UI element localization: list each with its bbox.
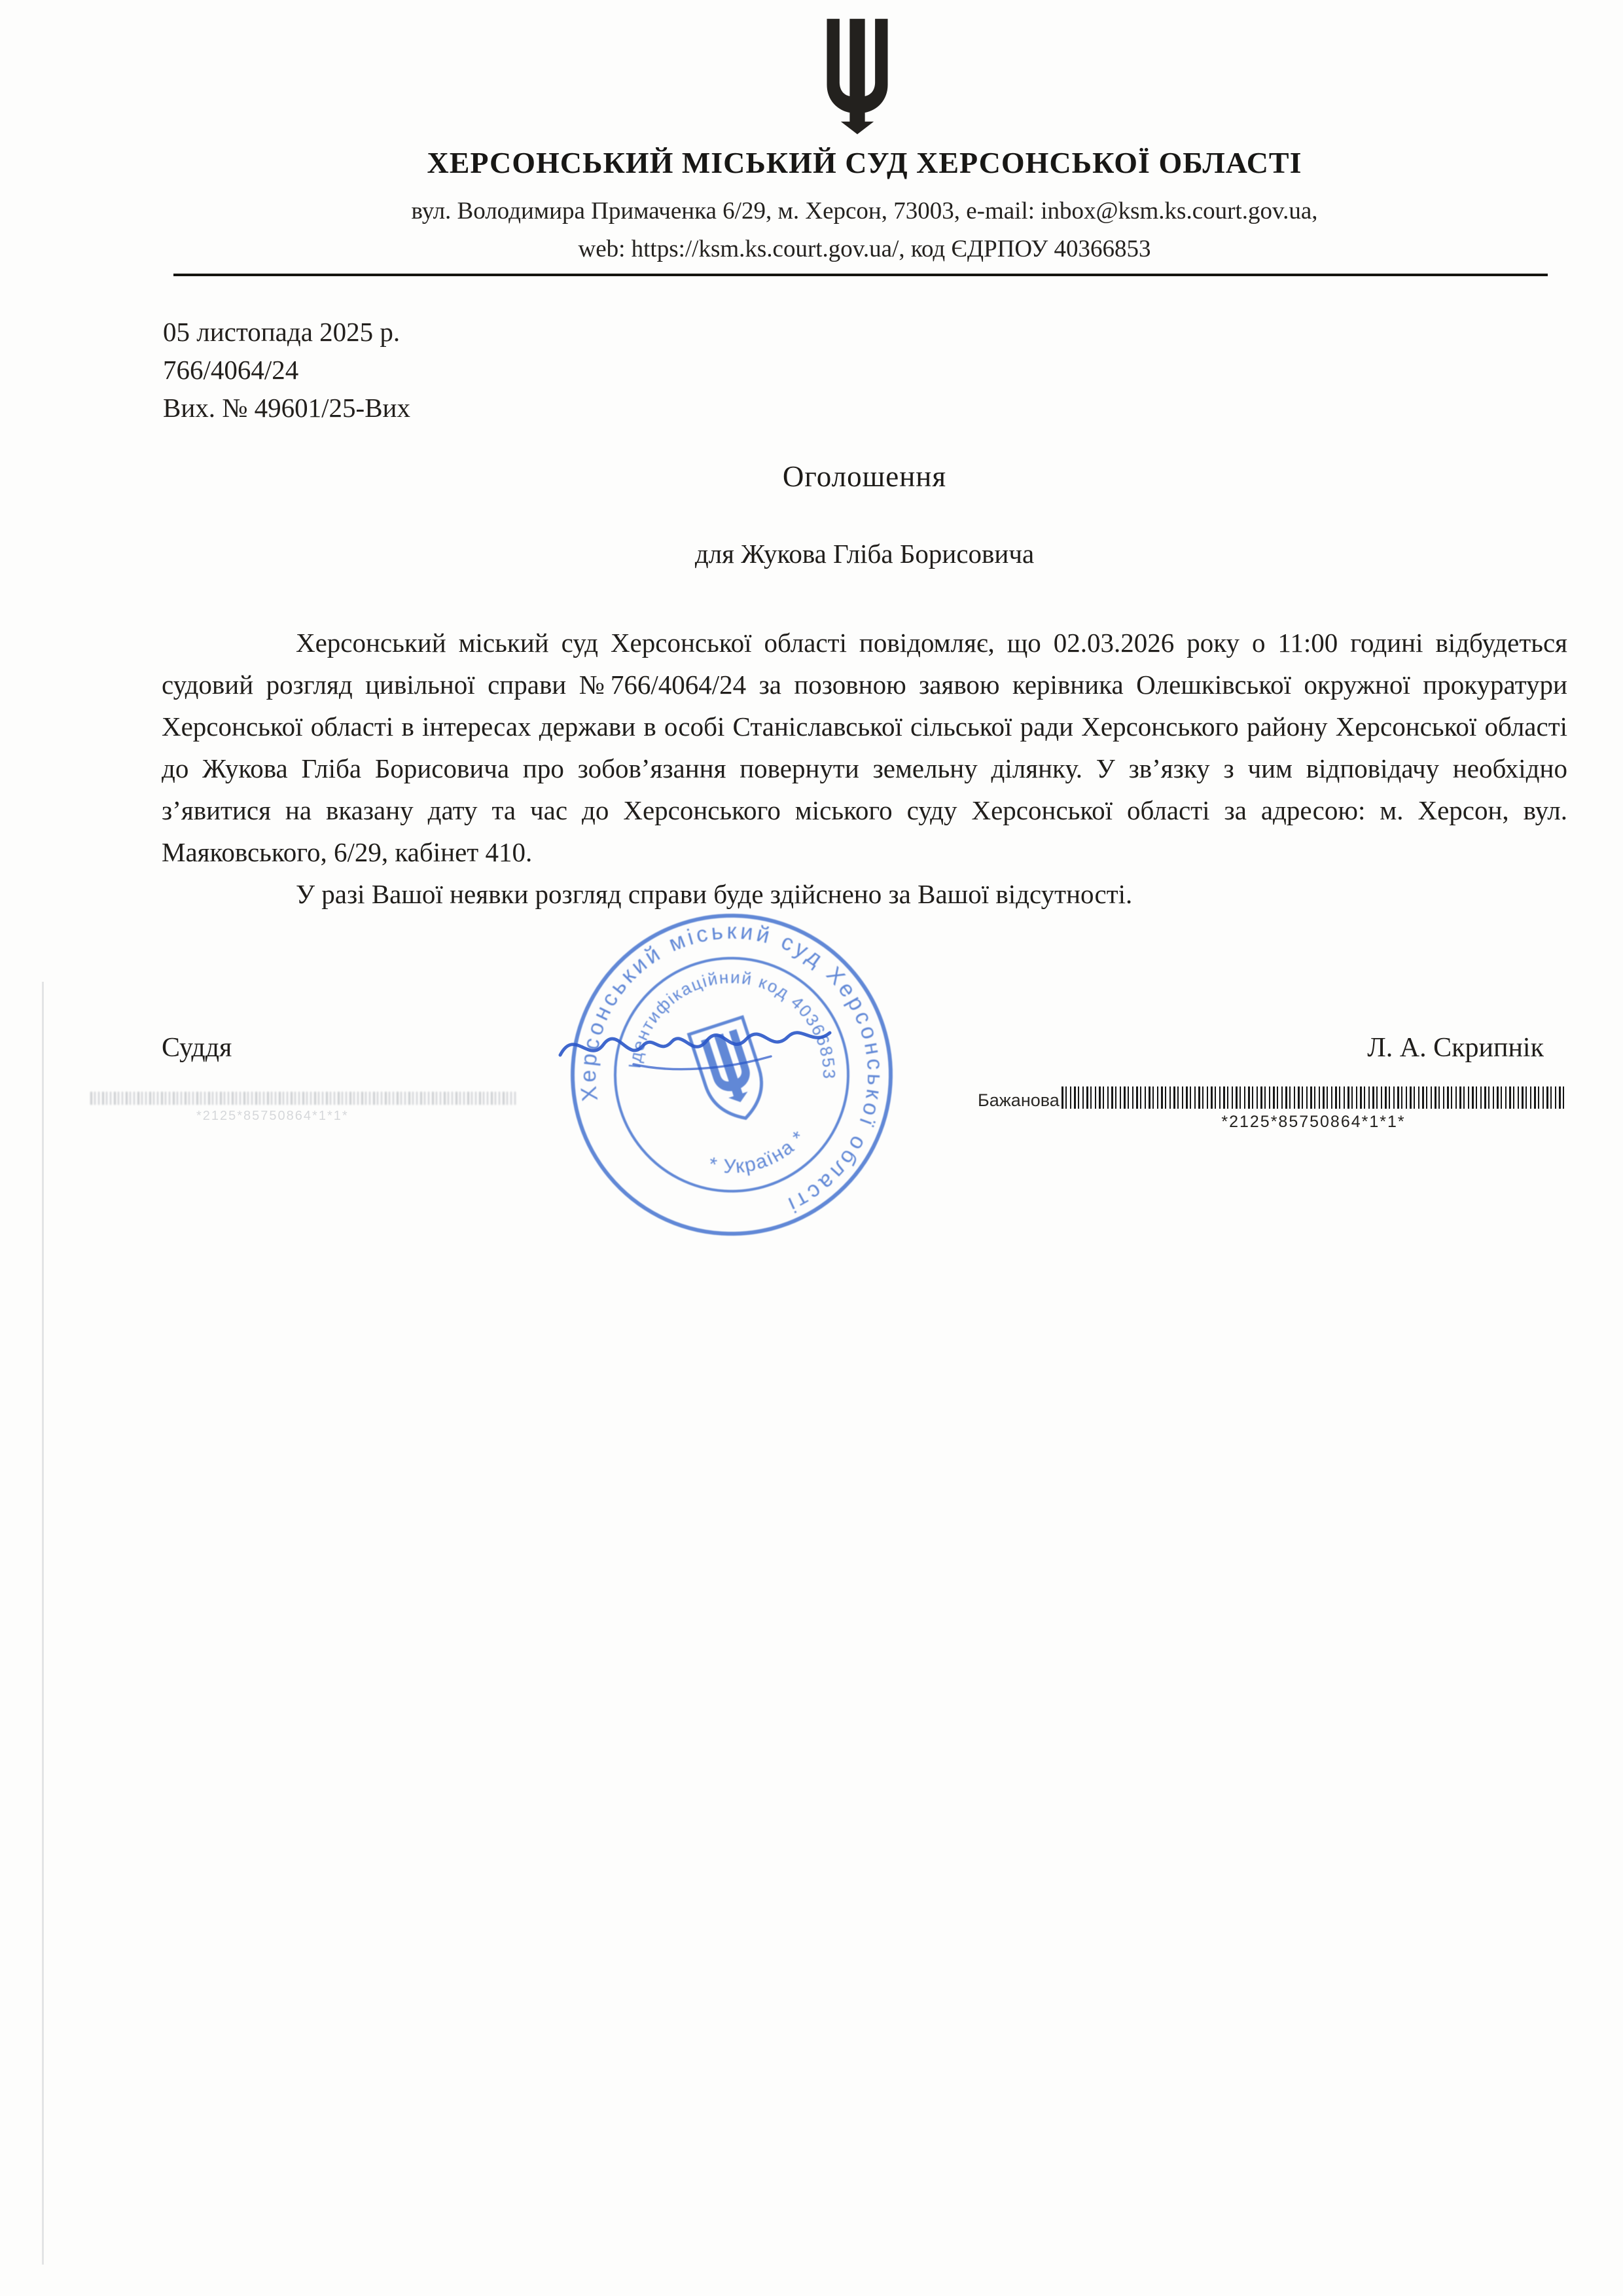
barcode — [1061, 1086, 1565, 1109]
signer-role: Суддя — [162, 1033, 232, 1063]
barcode-imprint-artifact — [90, 1092, 516, 1105]
body-paragraph-2: У разі Вашої неявки розгляд справи буде здійснено за Вашої відсутності. — [296, 879, 1133, 909]
trident-emblem-icon — [817, 13, 898, 136]
document-title: Оголошення — [782, 460, 947, 493]
letter-body — [162, 622, 1567, 915]
header-divider — [173, 274, 1548, 276]
stamp-ring-text: Херсонський міський суд Херсонської області — [575, 918, 888, 1219]
court-name: ХЕРСОНСЬКИЙ МІСЬКИЙ СУД ХЕРСОНСЬКОЇ ОБЛАСТІ — [427, 146, 1302, 179]
scan-artifact-streak — [42, 982, 44, 2265]
judge-name: Л. А. Скрипнік — [1367, 1033, 1544, 1063]
letter-meta-block — [163, 313, 410, 427]
barcode-value: *2125*85750864*1*1* — [1221, 1113, 1406, 1131]
body-paragraph-1: Херсонський міський суд Херсонської області повідомляє, що 02.03.2026 року о 11:00 годині відбудеться судовий розгляд цивільної справи №766/4064/24 за позовною заявою керівника Олешківської окружної прокуратури Херсонської області в інтересах держави в особі Станіславської сільської ради Херсонського району Херсонської області до Жукова Гліба Борисовича про зобов’язання повернути земельну ділянку. У зв’язку з чим відповідачу необхідно з’явитися на вказану дату та час до Херсонського міського суду Херсонської області за адресою: м. Херсон, вул. Маяковського, 6/29, кабінет 410. — [162, 628, 1567, 867]
outgoing-number: Вих. № 49601/25-Вих — [163, 393, 410, 423]
court-address-line2: web: https://ksm.ks.court.gov.ua/, код ЄДРПОУ 40366853 — [578, 236, 1151, 262]
stamp-id-code-text: Ідентифікаційний код 40366853 — [624, 967, 840, 1081]
case-number: 766/4064/24 — [163, 355, 299, 385]
court-address-line1: вул. Володимира Примаченка 6/29, м. Херсон, 73003, e-mail: inbox@ksm.ks.court.gov.ua, — [411, 198, 1318, 224]
clerk-name: Бажанова — [978, 1090, 1060, 1110]
stamp-country-text: * Україна * — [707, 1126, 811, 1178]
judge-signature — [555, 1008, 836, 1080]
barcode-imprint-value: *2125*85750864*1*1* — [196, 1109, 349, 1123]
addressee-line: для Жукова Гліба Борисовича — [694, 539, 1035, 569]
letter-date: 05 листопада 2025 р. — [163, 317, 401, 347]
